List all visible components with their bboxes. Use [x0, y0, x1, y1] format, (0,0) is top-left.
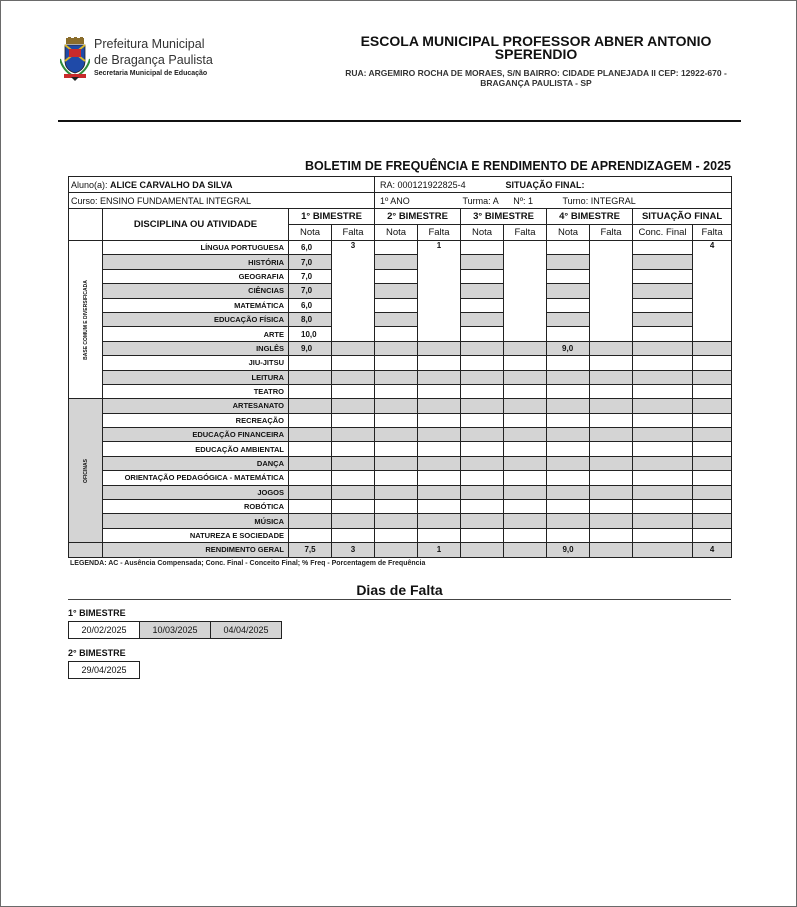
b1-nota [289, 428, 332, 442]
subject-name: EDUCAÇÃO AMBIENTAL [103, 442, 289, 456]
grade-cell [461, 255, 504, 269]
grade-cell [418, 341, 461, 355]
grade-cell [504, 356, 547, 370]
grade-cell [375, 241, 418, 255]
absence-date: 29/04/2025 [68, 661, 140, 679]
grade-cell [461, 370, 504, 384]
grade-cell [375, 356, 418, 370]
grade-cell [375, 384, 418, 398]
b4-nota [547, 485, 590, 499]
grade-cell [633, 500, 693, 514]
final-situation-cell: SITUAÇÃO FINAL: [504, 177, 732, 193]
overall-blank [69, 543, 103, 557]
subject-row [69, 269, 732, 283]
grade-cell [332, 384, 375, 398]
grade-cell [332, 514, 375, 528]
grade-cell [633, 384, 693, 398]
subject-row [69, 298, 732, 312]
overall-b1-falta: 3 [332, 543, 375, 557]
grade-cell [590, 413, 633, 427]
grade-cell [461, 528, 504, 542]
legend: LEGENDA: AC - Ausência Compensada; Conc. Final - Conceito Final; % Freq - Porcentagem de Frequência [70, 560, 426, 567]
subject-name: JIU-JITSU [103, 356, 289, 370]
subject-name: HISTÓRIA [103, 255, 289, 269]
b4-nota [547, 312, 590, 326]
logo-line-3: Secretaria Municipal de Educação [94, 70, 208, 77]
grade-cell [504, 471, 547, 485]
bim2-falta-header: Falta [418, 225, 461, 241]
b1-nota [289, 471, 332, 485]
subject-row [69, 456, 732, 470]
city-logo [58, 34, 228, 82]
grade-cell [633, 241, 693, 255]
grade-cell [418, 514, 461, 528]
b1-nota: 7,0 [289, 255, 332, 269]
grade-cell [332, 370, 375, 384]
absences-title: Dias de Falta [356, 582, 443, 598]
bim2-nota-header: Nota [375, 225, 418, 241]
final-header: SITUAÇÃO FINAL [633, 209, 732, 225]
grade-cell [375, 312, 418, 326]
subject-row [69, 413, 732, 427]
subject-name: LÍNGUA PORTUGUESA [103, 241, 289, 255]
b4-nota [547, 471, 590, 485]
grade-cell [633, 284, 693, 298]
overall-b4-falta [590, 543, 633, 557]
absences-bim1-label: 1° BIMESTRE [68, 608, 126, 618]
absence-date: 04/04/2025 [210, 621, 282, 639]
bim3-header: 3° BIMESTRE [461, 209, 547, 225]
grade-cell [332, 528, 375, 542]
subject-row [69, 341, 732, 355]
student-row [69, 177, 732, 193]
grade-cell [633, 442, 693, 456]
b4-nota [547, 413, 590, 427]
grade-cell [461, 471, 504, 485]
b1-nota: 7,0 [289, 269, 332, 283]
subject-row [69, 442, 732, 456]
grade-cell [375, 341, 418, 355]
grade-cell [418, 384, 461, 398]
grade-cell [693, 485, 732, 499]
subject-row [69, 356, 732, 370]
grade-cell [633, 528, 693, 542]
grade-cell [332, 341, 375, 355]
b4-nota [547, 399, 590, 413]
grade-cell [693, 384, 732, 398]
student-ra-cell: RA: 000121922825-4 [375, 177, 504, 193]
grade-cell [332, 356, 375, 370]
subject-name: RECREAÇÃO [103, 413, 289, 427]
grade-cell [461, 284, 504, 298]
b1-nota [289, 456, 332, 470]
b1-nota [289, 528, 332, 542]
school-address: RUA: ARGEMIRO ROCHA DE MORAES, S/N BAIRRO: CIDADE PLANEJADA II CEP: 12922-670 - BRAGANÇA PAULISTA - SP [345, 68, 727, 88]
bim3-nota-header: Nota [461, 225, 504, 241]
grade-cell [590, 456, 633, 470]
b4-nota [547, 384, 590, 398]
grade-cell [590, 528, 633, 542]
grade-cell [504, 384, 547, 398]
b1-nota [289, 370, 332, 384]
overall-conc-final [633, 543, 693, 557]
grade-cell [693, 399, 732, 413]
grade-cell [633, 298, 693, 312]
grade-cell [504, 500, 547, 514]
subject-row [69, 500, 732, 514]
subject-row [69, 428, 732, 442]
grade-cell [590, 428, 633, 442]
grade-cell [633, 370, 693, 384]
bim4-header: 4° BIMESTRE [547, 209, 633, 225]
grade-cell [418, 356, 461, 370]
subject-name: ARTE [103, 327, 289, 341]
grade-cell [418, 485, 461, 499]
b4-nota [547, 514, 590, 528]
b1-nota: 9,0 [289, 341, 332, 355]
school-name: ESCOLA MUNICIPAL PROFESSOR ABNER ANTONIO SPERENDIO [360, 33, 712, 62]
grade-cell [461, 298, 504, 312]
course-cell: Curso: ENSINO FUNDAMENTAL INTEGRAL [69, 193, 375, 209]
grade-cell [504, 428, 547, 442]
grade-cell [461, 269, 504, 283]
grade-cell [418, 399, 461, 413]
b4-nota [547, 442, 590, 456]
grade-cell [504, 370, 547, 384]
logo-line-1: Prefeitura Municipal [94, 37, 205, 51]
subject-name: DANÇA [103, 456, 289, 470]
grade-cell [693, 356, 732, 370]
subject-row [69, 528, 732, 542]
grade-cell [693, 500, 732, 514]
b4-nota [547, 370, 590, 384]
group-label: BASE COMUM E DIVERSIFICADA [82, 279, 89, 360]
bim3-falta-header: Falta [504, 225, 547, 241]
student-name-cell: Aluno(a): ALICE CARVALHO DA SILVA [69, 177, 375, 193]
subject-row [69, 384, 732, 398]
subject-name: MATEMÁTICA [103, 298, 289, 312]
b1-nota: 8,0 [289, 312, 332, 326]
b4-nota [547, 269, 590, 283]
grade-cell [590, 442, 633, 456]
grade-cell [332, 456, 375, 470]
grade-cell [461, 500, 504, 514]
subject-row [69, 327, 732, 341]
bim1-falta-header: Falta [332, 225, 375, 241]
subject-name: ROBÓTICA [103, 500, 289, 514]
grade-cell [418, 456, 461, 470]
grade-cell [332, 485, 375, 499]
grade-cell [375, 500, 418, 514]
grade-cell [590, 356, 633, 370]
shift-cell: Turno: INTEGRAL [547, 193, 732, 209]
grade-cell [693, 413, 732, 427]
grade-cell [418, 500, 461, 514]
merged-absence-cell [590, 241, 633, 342]
overall-label: RENDIMENTO GERAL [103, 543, 289, 557]
grade-cell [461, 428, 504, 442]
b1-nota: 10,0 [289, 327, 332, 341]
final-falta-header: Falta [693, 225, 732, 241]
overall-row [69, 543, 732, 557]
group-label: OFICINAS [82, 458, 89, 483]
grade-cell [418, 370, 461, 384]
b4-nota [547, 241, 590, 255]
grade-cell [461, 384, 504, 398]
grade-cell [693, 456, 732, 470]
grade-cell [590, 384, 633, 398]
grade-cell [332, 500, 375, 514]
b4-nota [547, 327, 590, 341]
bim1-nota-header: Nota [289, 225, 332, 241]
grade-cell [375, 298, 418, 312]
grade-cell [633, 514, 693, 528]
bim2-header: 2° BIMESTRE [375, 209, 461, 225]
grade-cell [590, 485, 633, 499]
grade-cell [461, 413, 504, 427]
absence-date: 20/02/2025 [68, 621, 140, 639]
year-cell: 1º ANO [375, 193, 461, 209]
overall-final-falta: 4 [693, 543, 732, 557]
overall-b3-falta [504, 543, 547, 557]
grade-cell [461, 456, 504, 470]
grade-cell [461, 241, 504, 255]
header-row-1 [69, 209, 732, 225]
subject-name: EDUCAÇÃO FÍSICA [103, 312, 289, 326]
b1-nota [289, 442, 332, 456]
header-blank [69, 209, 103, 241]
subject-row [69, 471, 732, 485]
grade-cell [633, 485, 693, 499]
grade-cell [375, 514, 418, 528]
subject-row [69, 312, 732, 326]
grade-cell [590, 514, 633, 528]
grade-cell [375, 485, 418, 499]
group-base-comum [69, 241, 103, 399]
grade-cell [375, 399, 418, 413]
subject-name: JOGOS [103, 485, 289, 499]
grade-cell [332, 413, 375, 427]
grade-cell [375, 413, 418, 427]
overall-b2-falta: 1 [418, 543, 461, 557]
city-crest-icon [60, 37, 90, 81]
grade-cell [693, 528, 732, 542]
subject-name: LEITURA [103, 370, 289, 384]
grade-cell [590, 471, 633, 485]
grade-cell [332, 428, 375, 442]
grade-cell [375, 255, 418, 269]
b4-nota [547, 528, 590, 542]
b1-nota: 7,0 [289, 284, 332, 298]
b4-nota [547, 255, 590, 269]
grade-cell [693, 514, 732, 528]
subject-row [69, 399, 732, 413]
absences-bim1-dates [68, 621, 281, 639]
grade-cell [504, 514, 547, 528]
grade-cell [461, 514, 504, 528]
bim1-header: 1° BIMESTRE [289, 209, 375, 225]
b1-nota [289, 399, 332, 413]
grade-cell [461, 327, 504, 341]
b4-nota [547, 456, 590, 470]
grade-cell [693, 471, 732, 485]
b1-nota [289, 384, 332, 398]
class-cell: Turma: A Nº: 1 [461, 193, 547, 209]
b4-nota [547, 500, 590, 514]
grade-cell [633, 413, 693, 427]
grade-cell [461, 442, 504, 456]
grade-cell [590, 341, 633, 355]
grade-cell [633, 269, 693, 283]
subject-name: ORIENTAÇÃO PEDAGÓGICA - MATEMÁTICA [103, 471, 289, 485]
grade-cell [375, 528, 418, 542]
grade-cell [375, 428, 418, 442]
subject-name: NATUREZA E SOCIEDADE [103, 528, 289, 542]
grade-cell [590, 399, 633, 413]
merged-absence-cell: 1 [418, 241, 461, 342]
subject-row [69, 284, 732, 298]
grade-cell [375, 269, 418, 283]
grade-cell [633, 471, 693, 485]
grade-cell [633, 356, 693, 370]
bim4-nota-header: Nota [547, 225, 590, 241]
subject-name: INGLÊS [103, 341, 289, 355]
b4-nota [547, 428, 590, 442]
grade-cell [633, 428, 693, 442]
grade-cell [332, 399, 375, 413]
grade-cell [590, 500, 633, 514]
b1-nota [289, 413, 332, 427]
grade-cell [375, 284, 418, 298]
b1-nota [289, 500, 332, 514]
b1-nota [289, 356, 332, 370]
grade-cell [633, 341, 693, 355]
b4-nota [547, 356, 590, 370]
grade-cell [633, 255, 693, 269]
grade-cell [633, 399, 693, 413]
merged-absence-cell: 4 [693, 241, 732, 342]
subject-name: ARTESANATO [103, 399, 289, 413]
grade-cell [693, 370, 732, 384]
subject-name: CIÊNCIAS [103, 284, 289, 298]
grade-cell [693, 428, 732, 442]
group-oficinas [69, 399, 103, 543]
absences-bim2-label: 2° BIMESTRE [68, 648, 126, 658]
grade-cell [633, 456, 693, 470]
b4-nota: 9,0 [547, 341, 590, 355]
grade-cell [375, 442, 418, 456]
grade-cell [418, 471, 461, 485]
b1-nota: 6,0 [289, 241, 332, 255]
overall-b3-nota [461, 543, 504, 557]
b4-nota [547, 284, 590, 298]
report-title: BOLETIM DE FREQUÊNCIA E RENDIMENTO DE APRENDIZAGEM - 2025 [305, 159, 731, 173]
subject-row [69, 514, 732, 528]
subject-row [69, 370, 732, 384]
b1-nota [289, 514, 332, 528]
subject-name: GEOGRAFIA [103, 269, 289, 283]
grade-cell [375, 370, 418, 384]
grade-cell [461, 485, 504, 499]
grade-cell [418, 428, 461, 442]
subject-name: EDUCAÇÃO FINANCEIRA [103, 428, 289, 442]
overall-b1-nota: 7,5 [289, 543, 332, 557]
b1-nota [289, 485, 332, 499]
grade-cell [418, 413, 461, 427]
subject-name: TEATRO [103, 384, 289, 398]
conc-final-header: Conc. Final [633, 225, 693, 241]
grade-cell [633, 327, 693, 341]
grade-cell [461, 399, 504, 413]
grade-cell [693, 442, 732, 456]
merged-absence-cell [504, 241, 547, 342]
subject-row [69, 255, 732, 269]
grade-cell [375, 327, 418, 341]
grade-cell [504, 485, 547, 499]
b4-nota [547, 298, 590, 312]
b1-nota: 6,0 [289, 298, 332, 312]
bim4-falta-header: Falta [590, 225, 633, 241]
grade-cell [418, 528, 461, 542]
grade-cell [461, 312, 504, 326]
grade-cell [332, 471, 375, 485]
course-row [69, 193, 732, 209]
discipline-header: DISCIPLINA OU ATIVIDADE [103, 209, 289, 241]
grade-cell [504, 442, 547, 456]
grade-cell [375, 471, 418, 485]
grade-cell [504, 528, 547, 542]
merged-absence-cell: 3 [332, 241, 375, 342]
absence-date: 10/03/2025 [139, 621, 211, 639]
grade-cell [461, 356, 504, 370]
grade-cell [590, 370, 633, 384]
grade-cell [633, 312, 693, 326]
header-divider [58, 120, 741, 122]
subject-name: MÚSICA [103, 514, 289, 528]
grade-cell [504, 456, 547, 470]
grades-table [68, 176, 732, 558]
grade-cell [504, 341, 547, 355]
subject-row [69, 485, 732, 499]
overall-b2-nota [375, 543, 418, 557]
grade-cell [461, 341, 504, 355]
grade-cell [504, 399, 547, 413]
overall-b4-nota: 9,0 [547, 543, 590, 557]
absences-bim2-dates [68, 661, 139, 679]
grade-cell [375, 456, 418, 470]
grade-cell [504, 413, 547, 427]
absences-divider [68, 599, 731, 600]
grade-cell [418, 442, 461, 456]
grade-cell [693, 341, 732, 355]
grade-cell [332, 442, 375, 456]
logo-line-2: de Bragança Paulista [94, 53, 213, 67]
subject-row [69, 241, 732, 255]
